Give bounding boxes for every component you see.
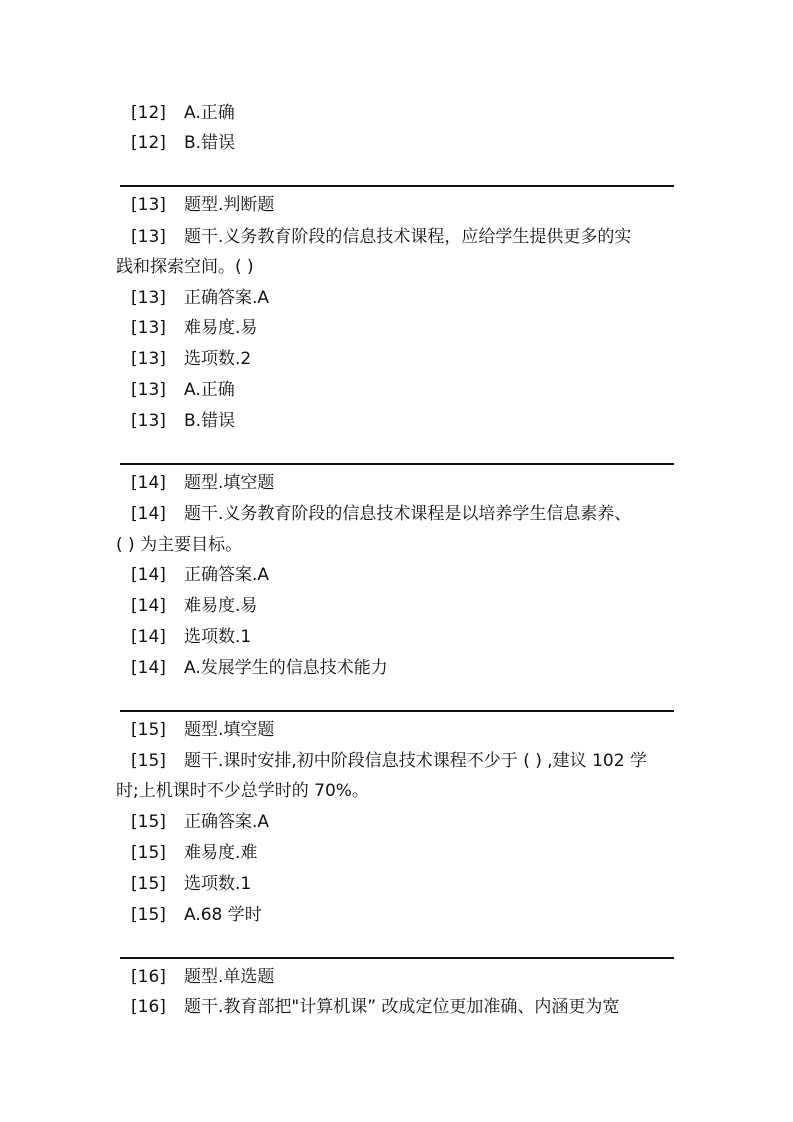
q15-tag: [15] [131, 812, 166, 832]
q15-difficulty-line [131, 842, 257, 864]
q13-tag: [13] [131, 227, 166, 247]
q16-stem-line [131, 996, 619, 1018]
q13-option-count-line [131, 348, 251, 370]
q14-tag: [14] [131, 504, 166, 524]
question-divider [120, 185, 674, 187]
q13-option-b: B.错误 [184, 411, 236, 431]
q14-tag: [14] [131, 565, 166, 585]
q13-difficulty-line [131, 317, 257, 339]
q13-type: 题型.判断题 [184, 195, 275, 215]
q13-option-a-line [131, 379, 235, 401]
q15-difficulty: 难易度.难 [184, 843, 258, 863]
q13-answer: 正确答案.A [184, 288, 270, 308]
q12-option-b: B.错误 [184, 133, 236, 153]
q12-option-a-line [131, 102, 235, 124]
q15-tag: [15] [131, 751, 166, 771]
q13-tag: [13] [131, 318, 166, 338]
q13-tag: [13] [131, 288, 166, 308]
q14-stem-line [131, 503, 631, 525]
q15-tag: [15] [131, 720, 166, 740]
question-divider [120, 957, 674, 959]
q13-stem-continuation: 践和探索空间。( ) [116, 257, 254, 277]
q14-answer-line [131, 564, 269, 586]
q15-tag: [15] [131, 874, 166, 894]
q15-tag: [15] [131, 905, 166, 925]
q15-type-line [131, 719, 274, 741]
q12-tag: [12] [131, 103, 166, 123]
q13-difficulty: 难易度.易 [184, 318, 258, 338]
q13-tag: [13] [131, 380, 166, 400]
q14-option-count-line [131, 626, 251, 648]
q14-tag: [14] [131, 596, 166, 616]
q13-type-line [131, 194, 274, 216]
q15-stem-line [131, 750, 647, 772]
question-divider [120, 710, 674, 712]
q13-option-a: A.正确 [184, 380, 235, 400]
q14-difficulty-line [131, 595, 257, 617]
q15-answer-line [131, 811, 269, 833]
q15-type: 题型.填空题 [184, 720, 275, 740]
q14-option-a-line [131, 657, 388, 679]
q14-option-a: A.发展学生的信息技术能力 [184, 658, 388, 678]
q14-answer: 正确答案.A [184, 565, 270, 585]
q14-difficulty: 难易度.易 [184, 596, 258, 616]
q13-tag: [13] [131, 411, 166, 431]
q13-stem: 题干.义务教育阶段的信息技术课程，应给学生提供更多的实 [184, 227, 632, 247]
q15-tag: [15] [131, 843, 166, 863]
q15-option-a-line [131, 904, 262, 926]
q15-option-a: A.68 学时 [184, 905, 262, 925]
q13-option-count: 选项数.2 [184, 349, 252, 369]
q13-answer-line [131, 287, 269, 309]
q12-option-a: A.正确 [184, 103, 235, 123]
q14-tag: [14] [131, 627, 166, 647]
q16-type: 题型.单选题 [184, 967, 275, 987]
q13-stem-line [131, 226, 631, 248]
q14-type: 题型.填空题 [184, 473, 275, 493]
q13-tag: [13] [131, 195, 166, 215]
q15-option-count-line [131, 873, 251, 895]
q16-tag: [16] [131, 997, 166, 1017]
q14-tag: [14] [131, 658, 166, 678]
q13-tag: [13] [131, 349, 166, 369]
q12-option-b-line [131, 132, 235, 154]
q15-stem-continuation: 时;上机课时不少总学时的 70%。 [116, 781, 369, 801]
q12-tag: [12] [131, 133, 166, 153]
q15-stem: 题干.课时安排,初中阶段信息技术课程不少于 ( ) ,建议 102 学 [184, 751, 647, 771]
q14-option-count: 选项数.1 [184, 627, 252, 647]
q14-tag: [14] [131, 473, 166, 493]
q14-stem: 题干.义务教育阶段的信息技术课程是以培养学生信息素养、 [184, 504, 632, 524]
q13-option-b-line [131, 410, 235, 432]
q15-answer: 正确答案.A [184, 812, 270, 832]
question-divider [120, 463, 674, 465]
q16-tag: [16] [131, 967, 166, 987]
q16-type-line [131, 966, 274, 988]
q14-stem-continuation: ( ) 为主要目标。 [116, 535, 243, 555]
q15-option-count: 选项数.1 [184, 874, 252, 894]
q16-stem: 题干.教育部把"计算机课” 改成定位更加准确、内涵更为宽 [184, 997, 620, 1017]
q14-type-line [131, 472, 274, 494]
